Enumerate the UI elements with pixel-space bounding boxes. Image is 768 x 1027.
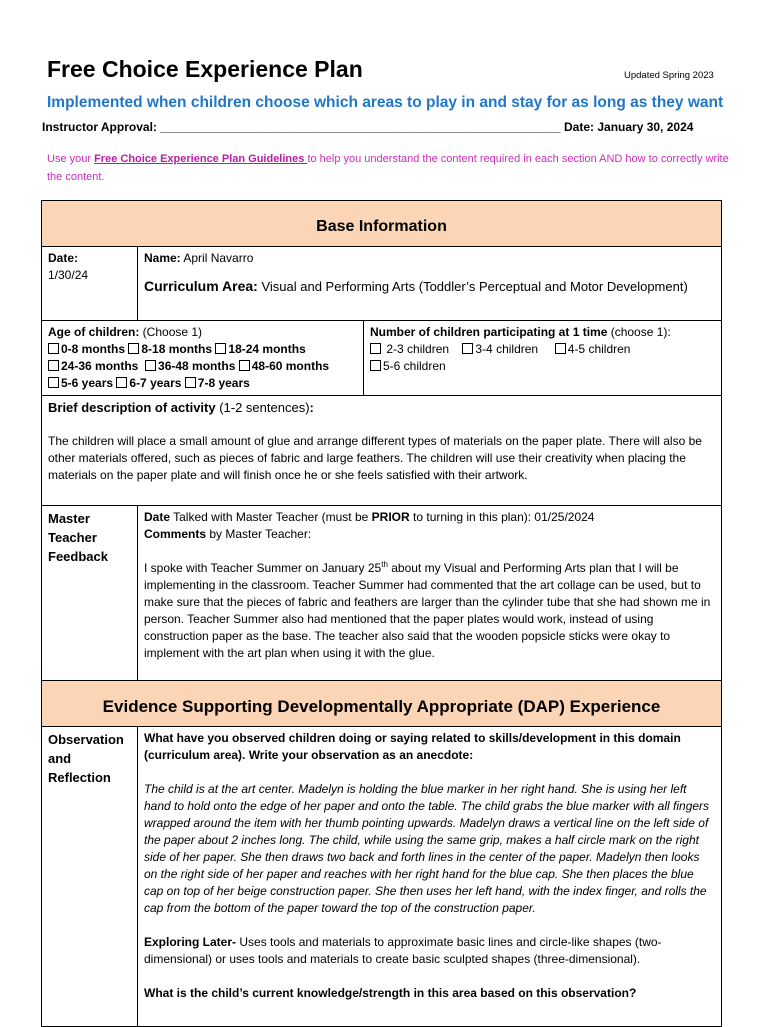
updated-note: Updated Spring 2023 xyxy=(624,70,714,81)
num-children-cell xyxy=(364,321,722,396)
age-checkbox[interactable] xyxy=(48,343,59,354)
page-subtitle: Implemented when children choose which areas to play in and stay for as long as they want xyxy=(47,94,724,111)
feedback-body-1: I spoke with Teacher Summer on January 25 xyxy=(144,561,382,575)
name-value: April Navarro xyxy=(180,251,254,265)
feedback-date-text: Talked with Master Teacher (must be xyxy=(170,510,372,524)
approval-date: Date: January 30, 2024 xyxy=(560,120,694,134)
exploring-label: Exploring Later- xyxy=(144,935,237,949)
age-option: 0-8 months xyxy=(61,342,126,356)
feedback-label: Master Teacher Feedback xyxy=(42,506,138,681)
num-option: 4-5 children xyxy=(567,342,631,356)
num-choose: (choose 1): xyxy=(607,325,671,339)
num-row-2 xyxy=(370,358,715,375)
age-checkbox[interactable] xyxy=(48,377,59,388)
feedback-body-sup: th xyxy=(381,560,388,569)
age-checkbox[interactable] xyxy=(239,360,250,371)
date-cell xyxy=(42,247,138,321)
age-choose: (Choose 1) xyxy=(139,325,203,339)
age-cell xyxy=(42,321,364,396)
num-option: 2-3 children xyxy=(386,342,450,356)
age-checkbox[interactable] xyxy=(48,360,59,371)
brief-hint: (1-2 sentences) xyxy=(215,400,310,415)
comments-label: Comments xyxy=(144,527,207,541)
num-option: 3-4 children xyxy=(475,342,539,356)
guidelines-post: to help you understand the content required in each section AND how to correctly write the content. xyxy=(47,153,729,183)
approval-line: ____________________________________________________________ xyxy=(160,120,561,134)
evidence-heading: Evidence Supporting Developmentally Appropriate (DAP) Experience xyxy=(42,681,722,727)
brief-text: The children will place a small amount of glue and arrange different types of materials on the paper plate. There will also be other materials offered, such as pieces of fabric and large feathers. The children will use their creativity when placing the materials on the paper plate and will finish once he or she feels satisfied with their artwork. xyxy=(48,434,702,482)
curriculum-value: Visual and Performing Arts (Toddler’s Perceptual and Motor Development) xyxy=(257,279,688,294)
instructor-approval xyxy=(42,120,693,134)
feedback-cell xyxy=(138,506,722,681)
age-option: 5-6 years xyxy=(61,376,114,390)
num-row-1 xyxy=(370,341,715,358)
guidelines-note xyxy=(47,150,737,186)
observation-cell xyxy=(138,727,722,1027)
age-option: 36-48 months xyxy=(158,359,236,373)
feedback-body xyxy=(144,560,715,662)
age-checkbox[interactable] xyxy=(128,343,139,354)
num-checkbox[interactable] xyxy=(370,360,381,371)
knowledge-question: What is the child’s current knowledge/strength in this area based on this observation? xyxy=(144,986,637,1000)
date-value: 1/30/24 xyxy=(48,268,89,282)
brief-label: Brief description of activity xyxy=(48,400,216,415)
plan-table xyxy=(41,200,722,1027)
age-checkbox[interactable] xyxy=(215,343,226,354)
observation-label: Observation and Reflection xyxy=(42,727,138,1027)
num-label: Number of children participating at 1 time xyxy=(370,325,608,339)
feedback-date-label: Date xyxy=(144,510,171,524)
feedback-date-text-2: to turning in this plan): 01/25/2024 xyxy=(409,510,595,524)
age-option: 48-60 months xyxy=(251,359,330,373)
num-checkbox[interactable] xyxy=(462,343,473,354)
num-option: 5-6 children xyxy=(383,359,446,373)
age-checkbox[interactable] xyxy=(116,377,127,388)
age-row-2 xyxy=(48,358,357,375)
age-option: 8-18 months xyxy=(141,342,213,356)
age-checkbox[interactable] xyxy=(185,377,196,388)
exploring-text: Uses tools and materials to approximate basic lines and circle-like shapes (two-dimensional) or uses tools and materials to create basic sculpted shapes (three-dimensional). xyxy=(144,935,662,966)
guidelines-link[interactable]: Free Choice Experience Plan Guidelines xyxy=(94,153,308,165)
age-checkbox[interactable] xyxy=(145,360,156,371)
num-checkbox[interactable] xyxy=(555,343,566,354)
comments-text: by Master Teacher: xyxy=(206,527,312,541)
age-option: 7-8 years xyxy=(197,376,250,390)
age-label: Age of children: xyxy=(48,325,140,339)
curriculum-label: Curriculum Area: xyxy=(144,278,258,294)
brief-description-cell xyxy=(42,396,722,506)
approval-label: Instructor Approval: xyxy=(42,120,161,134)
age-option: 18-24 months xyxy=(228,342,306,356)
page-title: Free Choice Experience Plan xyxy=(47,56,363,82)
observation-anecdote: The child is at the art center. Madelyn is holding the blue marker in her right hand. She is using her left hand to hold onto the edge of her paper and onto the table. The child grabs the blue marker with all fingers wrapped around the item with her thumb pointing upwards. Madelyn draws a vertical line on the left side of the paper about 2 inches long. The child, while using the same grip, makes a half circle mark on the right side of her paper. She then draws two back and forth lines in the center of the paper. Madelyn then looks on the right side of her paper and reaches with her right hand for the blue cap. She then places the blue cap on top of her beige construction paper. She then uses her left hand, with the index finger, and rolls the cap from the bottom of the paper toward the top of the construction paper. xyxy=(144,782,710,915)
num-checkbox[interactable] xyxy=(370,343,381,354)
name-label: Name: xyxy=(144,251,181,265)
guidelines-pre: Use your xyxy=(47,153,95,165)
name-cell xyxy=(138,247,722,321)
feedback-body-2: about my Visual and Performing Arts plan that I will be implementing in the classroom. Teacher Summer had commented that the art collage can be used, but to make sure that the pieces of fabric and feathers are larger than the cylinder tube that she had shown me in person. Teacher Summer also had mentioned that the paper plates would work, instead of using construction paper as the base. The teacher also said that the wooden popsicle sticks were okay to implement with the art plan when using it with the glue. xyxy=(144,561,711,660)
observation-question: What have you observed children doing or saying related to skills/development in this domain (curriculum area). Write your observation as an anecdote: xyxy=(144,731,681,762)
age-row-1 xyxy=(48,341,357,358)
base-info-heading: Base Information xyxy=(42,201,722,247)
feedback-prior: PRIOR xyxy=(371,510,410,524)
date-label: Date: xyxy=(48,251,79,265)
age-option: 24-36 months xyxy=(61,359,139,373)
brief-colon: : xyxy=(309,400,314,415)
age-row-3 xyxy=(48,375,357,392)
age-option: 6-7 years xyxy=(129,376,182,390)
